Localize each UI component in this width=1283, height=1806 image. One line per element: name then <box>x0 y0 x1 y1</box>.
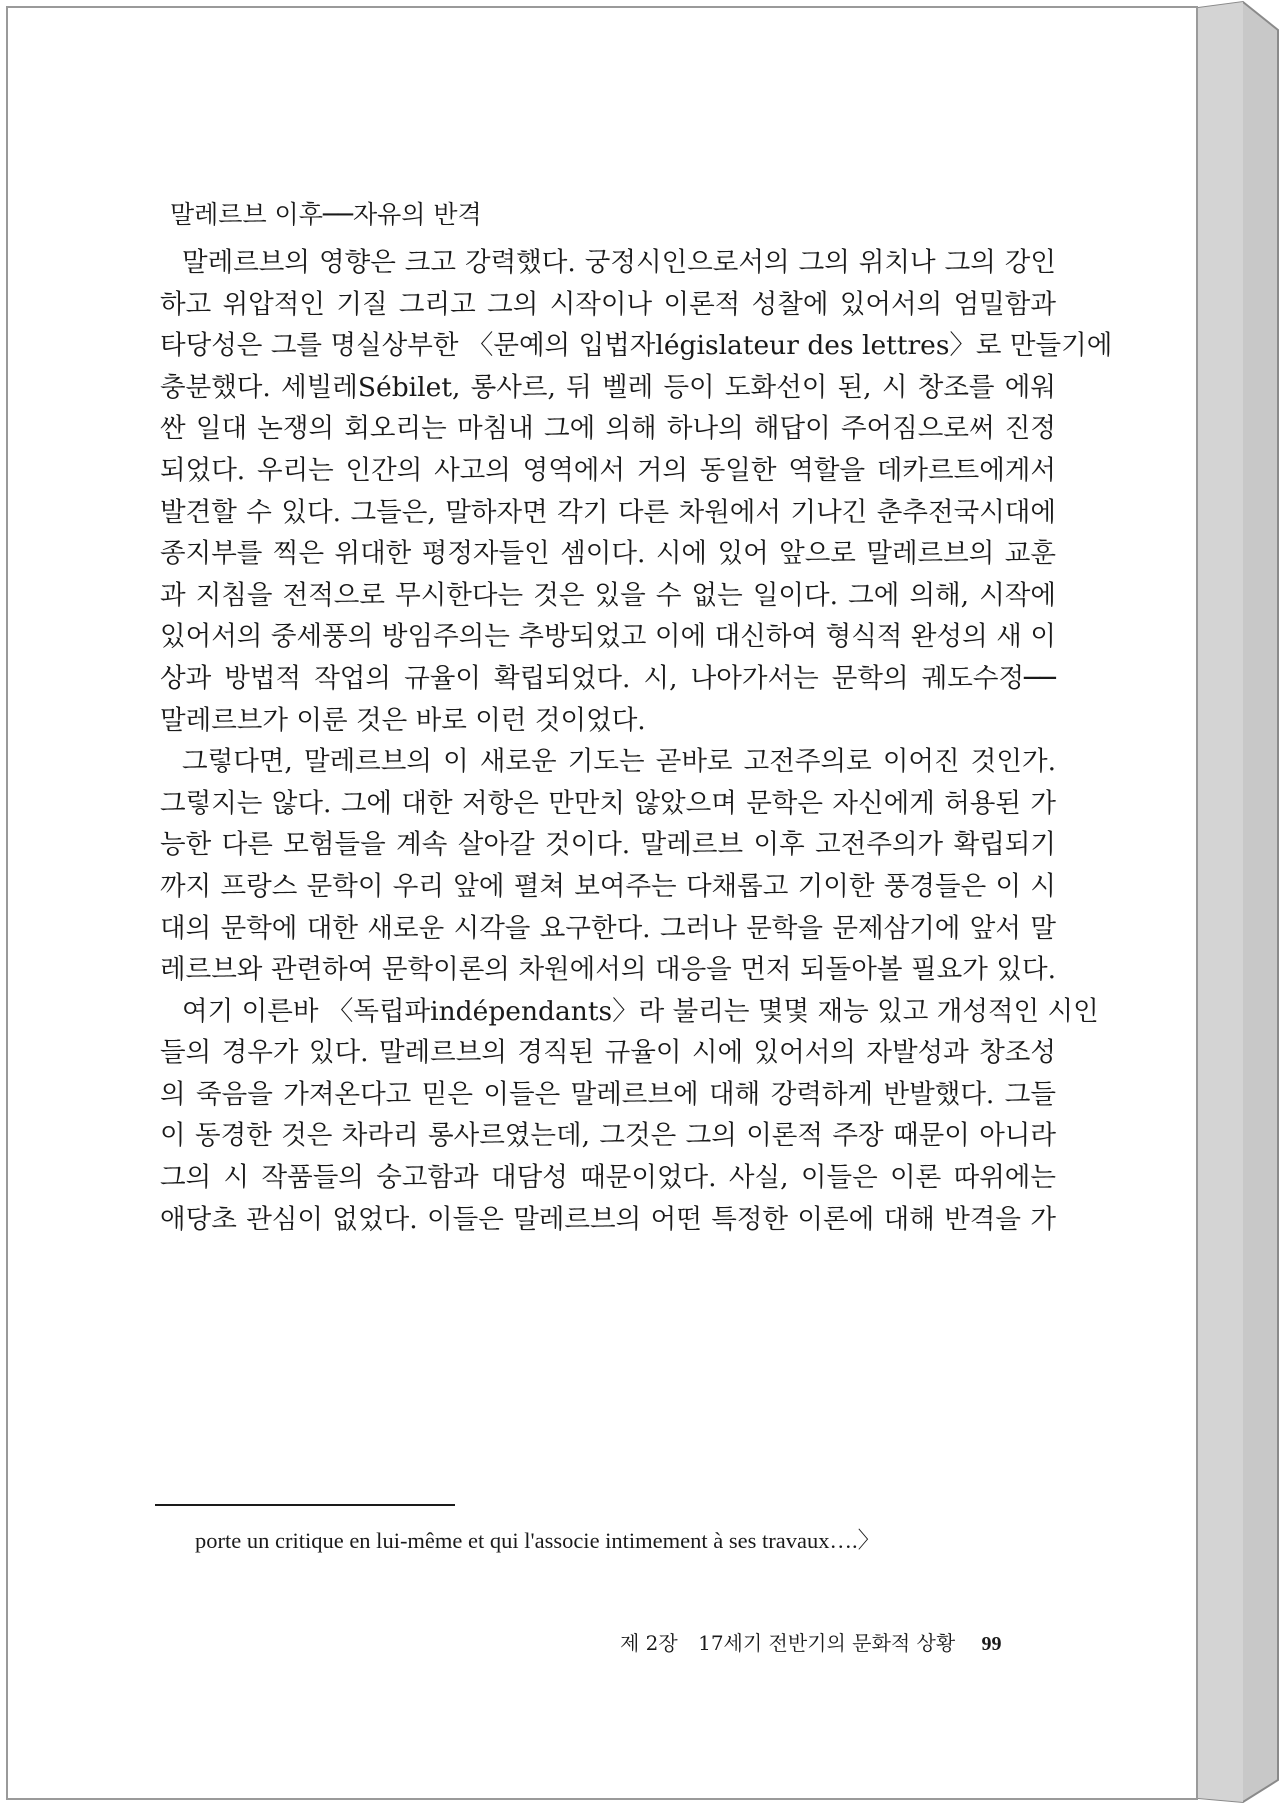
text-line: 종지부를 찍은 위대한 평정자들인 셈이다. 시에 있어 앞으로 말레르브의 교훈 <box>160 538 1056 570</box>
paragraph-2 <box>160 741 1056 991</box>
text-line: 까지 프랑스 문학이 우리 앞에 펼쳐 보여주는 다채롭고 기이한 풍경들은 이 시 <box>160 870 1056 902</box>
page-body <box>160 198 1113 1240</box>
chapter-title: 17세기 전반기의 문화적 상황 <box>698 1631 956 1655</box>
footnote-rule <box>155 1504 455 1506</box>
text-line: 그의 시 작품들의 숭고함과 대담성 때문이었다. 사실, 이들은 이론 따위에는 <box>160 1162 1056 1194</box>
text-line: 싼 일대 논쟁의 회오리는 마침내 그에 의해 하나의 해답이 주어짐으로써 진정 <box>160 413 1056 445</box>
text-line: 있어서의 중세풍의 방임주의는 추방되었고 이에 대신하여 형식적 완성의 새 이 <box>160 621 1056 653</box>
paragraph-1 <box>160 242 1113 741</box>
text-line: 이 동경한 것은 차라리 롱사르였는데, 그것은 그의 이론적 주장 때문이 아니라 <box>160 1120 1056 1152</box>
text-line: 의 죽음을 가져온다고 믿은 이들은 말레르브에 대해 강력하게 반발했다. 그들 <box>160 1078 1056 1110</box>
text-line: 타당성은 그를 명실상부한 〈문예의 입법자législateur des lettres〉로 만들기에 <box>160 330 1113 362</box>
footnote: porte un critique en lui-même et qui l'associe intimement à ses travaux….〉 <box>195 1528 881 1553</box>
text-line: 충분했다. 세빌레Sébilet, 롱사르, 뒤 벨레 등이 도화선이 된, 시 창조를 에워 <box>160 371 1056 403</box>
text-line: 말레르브의 영향은 크고 강력했다. 궁정시인으로서의 그의 위치나 그의 강인 <box>182 247 1056 278</box>
text-line: 상과 방법적 작업의 규율이 확립되었다. 시, 나아가서는 문학의 궤도수정── <box>160 662 1056 694</box>
text-line: 되었다. 우리는 인간의 사고의 영역에서 거의 동일한 역할을 데카르트에게서 <box>160 454 1056 486</box>
text-line: 애당초 관심이 없었다. 이들은 말레르브의 어떤 특정한 이론에 대해 반격을 가 <box>160 1203 1056 1235</box>
text-line: 들의 경우가 있다. 말레르브의 경직된 규율이 시에 있어서의 자발성과 창조성 <box>160 1037 1056 1069</box>
text-line: 발견할 수 있다. 그들은, 말하자면 각기 다른 차원에서 기나긴 춘추전국시대에 <box>160 496 1056 528</box>
text-line: 과 지침을 전적으로 무시한다는 것은 있을 수 없는 일이다. 그에 의해, 시작에 <box>160 579 1056 611</box>
paragraph-3 <box>160 991 1099 1241</box>
text-line: 말레르브가 이룬 것은 바로 이런 것이었다. <box>160 704 646 736</box>
text-line: 능한 다른 모험들을 계속 살아갈 것이다. 말레르브 이후 고전주의가 확립되기 <box>160 829 1056 861</box>
text-line: 그렇다면, 말레르브의 이 새로운 기도는 곧바로 고전주의로 이어진 것인가. <box>182 746 1056 778</box>
text-line: 대의 문학에 대한 새로운 시각을 요구한다. 그러나 문학을 문제삼기에 앞서 말 <box>160 912 1056 944</box>
running-footer <box>620 1628 1002 1659</box>
text-line: 그렇지는 않다. 그에 대한 저항은 만만치 않았으며 문학은 자신에게 허용된 가 <box>160 787 1056 819</box>
chapter-label: 제 2장 <box>620 1631 678 1655</box>
page-number: 99 <box>981 1633 1002 1655</box>
text-line: 레르브와 관련하여 문학이론의 차원에서의 대응을 먼저 되돌아볼 필요가 있다. <box>160 954 1056 986</box>
text-line: 하고 위압적인 기질 그리고 그의 시작이나 이론적 성찰에 있어서의 엄밀함과 <box>160 288 1056 320</box>
section-title: 말레르브 이후──자유의 반격 <box>170 200 482 229</box>
text-line: 여기 이른바 〈독립파indépendants〉라 불리는 몇몇 재능 있고 개성적인 시인 <box>182 995 1099 1027</box>
